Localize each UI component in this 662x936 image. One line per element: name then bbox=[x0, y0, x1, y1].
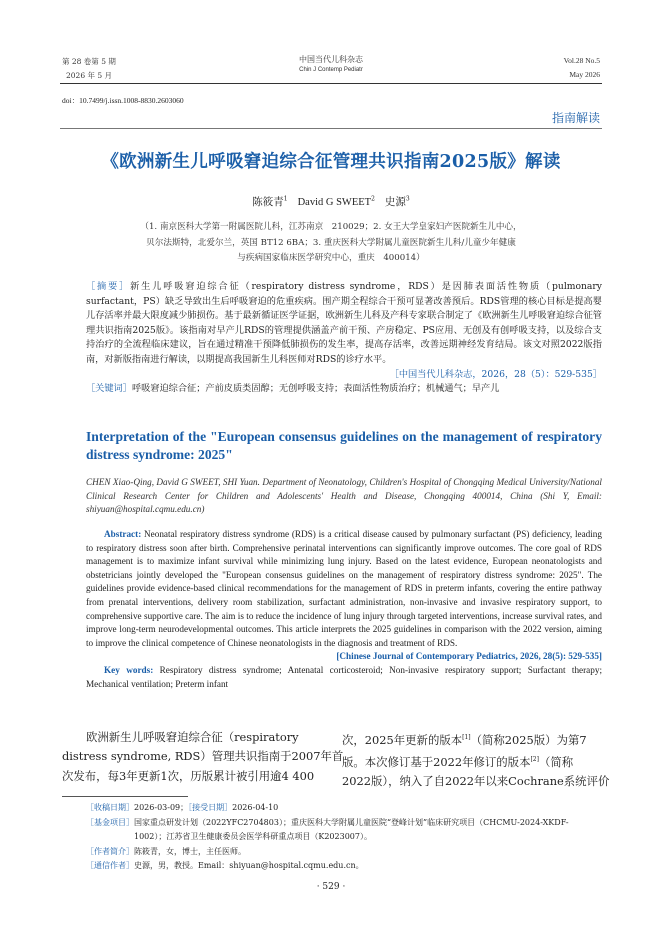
keywords-en-label: Key words: bbox=[104, 664, 154, 675]
title-en: Interpretation of the "European consensus guidelines on the management of respiratory distress syndrome: 2025" bbox=[86, 429, 602, 462]
footnote-rule bbox=[62, 796, 188, 797]
keywords-en: Key words: Respiratory distress syndrome; Antenatal corticosteroid; Non-invasive respiratory support; Surfactant therapy; Mechanical ventilation; Preterm infant bbox=[86, 664, 602, 689]
affiliation-line: （1. 南京医科大学第一附属医院儿科，江苏南京 210029；2. 女王大学皇家妇产医院新生儿中心， bbox=[140, 222, 522, 232]
header-journal-en: Chin J Contemp Pediatr bbox=[299, 67, 363, 73]
header-volume-cn: 第 28 卷第 5 期 bbox=[62, 57, 116, 66]
page-title: 《欧洲新生儿呼吸窘迫综合征管理共识指南2025版》解读 bbox=[101, 152, 561, 172]
affiliation-line: 贝尔法斯特，北爱尔兰，英国 BT12 6BA；3. 重庆医科大学附属儿童医院新生儿科/儿童少年健康 bbox=[146, 237, 516, 248]
affiliation-line: 与疾病国家临床医学研究中心，重庆 400014） bbox=[237, 253, 425, 263]
header-date-en: May 2026 bbox=[569, 70, 600, 79]
footnote-dates: ［收稿日期］2026-03-09；［接受日期］2026-04-10 bbox=[86, 803, 279, 812]
abstract-en-citation: [Chinese Journal of Contemporary Pediatrics, 2026, 28(5): 529-535] bbox=[336, 651, 602, 662]
footnote-fund-cont: 1002）；江苏省卫生健康委员会医学科研重点项目（K2023007）。 bbox=[134, 832, 372, 842]
authors-cn: 陈筱青$^1$ David G SWEET$^2$ 史源$^3$ bbox=[252, 195, 410, 208]
abstract-en-body: Abstract: Neonatal respiratory distress syndrome (RDS) is a critical disease caused by pulmonary surfactant (PS) deficiency, leading to respiratory distress soon after birth. Comprehensive perinatal interventions can significantly improve outcomes. The core goal of RDS management is to maximize infant survival while minimizing lung injury. Based on the latest evidence, European neonatologists and obstetricians jointly developed the "European consensus guidelines on the management of respiratory distress syndrome: 2025". The guidelines provide evidence-based clinical recommendations for the management of RDS in preterm infants, covering the entire pathway from prenatal interventions, delivery room stabilization, surfactant administration, non-invasive and invasive respiratory support, to comprehensive supportive care. The aim is to reduce the incidence of lung injury through targeted interventions, increase survival rates, and improve long-term neurodevelopmental outcomes. This article interprets the 2025 guidelines in comparison with the 2022 version, aiming to improve the clinical competence of Chinese neonatologists in the diagnosis and treatment of RDS. [Chinese Journal of Contemporary Pediatrics, 2026, 28(5): 529-535] bbox=[86, 528, 602, 650]
reference-2[interactable]: [2] bbox=[530, 756, 539, 764]
doi: doi：10.7499/j.issn.1008-8830.2603060 bbox=[62, 96, 184, 105]
body-right-column: 次，2025年更新的版本[1]（简称2025版）为第7 版。本次修订基于2022年修订的版本[2]（简称 2022版），纳入了自2022年以来Cochrane系统评价 bbox=[342, 732, 610, 789]
affiliations bbox=[0, 220, 662, 267]
footnote-author: ［作者简介］陈筱青，女，博士，主任医师。 bbox=[86, 846, 246, 856]
page-number: · 529 · bbox=[316, 882, 346, 892]
column-rule bbox=[60, 128, 602, 129]
abstract-cn-citation: ［中国当代儿科杂志，2026，28（5）：529-535］ bbox=[389, 368, 602, 380]
abstract-en-label: Abstract: bbox=[104, 529, 142, 539]
header-volume-en: Vol.28 No.5 bbox=[563, 56, 600, 65]
abstract-cn-label: ［摘要］ bbox=[86, 281, 131, 292]
footnote-fund: ［基金项目］国家重点研发计划（2022YFC2704803）；重庆医科大学附属儿童医院“登峰计划”临床研究项目（CHCMU-2024-XKDF- bbox=[86, 817, 569, 827]
reference-1[interactable]: [1] bbox=[462, 734, 471, 741]
authors-en: CHEN Xiao-Qing, David G SWEET, SHI Yuan. Department of Neonatology, Children's Hospital of Chongqing Medical University/National Clinical Research Center for Children and Adolescents' Health and Disease, Chongqing 400014, China (Shi Y, Email: shiyuan@hospital.cqmu.edu.cn) bbox=[86, 477, 602, 515]
footnote-correspondence: ［通信作者］史源，男，教授。Email：shiyuan@hospital.cqmu.edu.cn。 bbox=[86, 861, 364, 871]
header-date-cn: 2026 年 5 月 bbox=[66, 71, 113, 80]
keywords-cn: ［关键词］呼吸窘迫综合征；产前皮质类固醇；无创呼吸支持；表面活性物质治疗；机械通气；早产儿 bbox=[86, 383, 500, 395]
author-2: David G SWEET bbox=[297, 197, 372, 208]
header-journal-cn: 中国当代儿科杂志 bbox=[299, 55, 363, 64]
abstract-cn-body: ［摘要］新生儿呼吸窘迫综合征（respiratory distress syndrome，RDS）是因肺表面活性物质（pulmonary surfactant，PS）缺乏导致出生后呼吸窘迫的危重疾病。围产期全程综合干预可显著改善预后。RDS管理的核心目标是提高婴儿存活率并最大限度减少肺损伤。基于最新循证医学证据，欧洲新生儿科及产科专家联合制定了《欧洲新生儿呼吸窘迫综合征管理共识指南2025版》。该指南对早产儿RDS的管理提供涵盖产前干预、产房稳定、PS应用、无创及有创呼吸支持，以及综合支持治疗的全流程临床建议，旨在通过精准干预降低肺损伤的发生率，提高存活率，改善远期神经发育结局。该文对照2022版指南，对新版指南进行解读，以期提高我国新生儿科医师对RDS的诊疗水平。 ［中国当代儿科杂志，2026，28（5）：529-535］ bbox=[86, 280, 602, 368]
footnotes bbox=[86, 801, 602, 874]
body-left-column: 欧洲新生儿呼吸窘迫综合征（respiratory distress syndrome, RDS）管理共识指南于2007年首 次发布，每3年更新1次，历版累计被引用逾4 400 bbox=[62, 730, 344, 783]
keywords-cn-label: ［关键词］ bbox=[86, 383, 132, 395]
column-label: 指南解读 bbox=[551, 111, 600, 125]
author-3: 史源 bbox=[384, 196, 406, 208]
abstract-en bbox=[86, 528, 602, 691]
author-1: 陈筱青 bbox=[252, 196, 284, 208]
abstract-cn bbox=[86, 280, 602, 397]
header-rule bbox=[60, 83, 602, 84]
